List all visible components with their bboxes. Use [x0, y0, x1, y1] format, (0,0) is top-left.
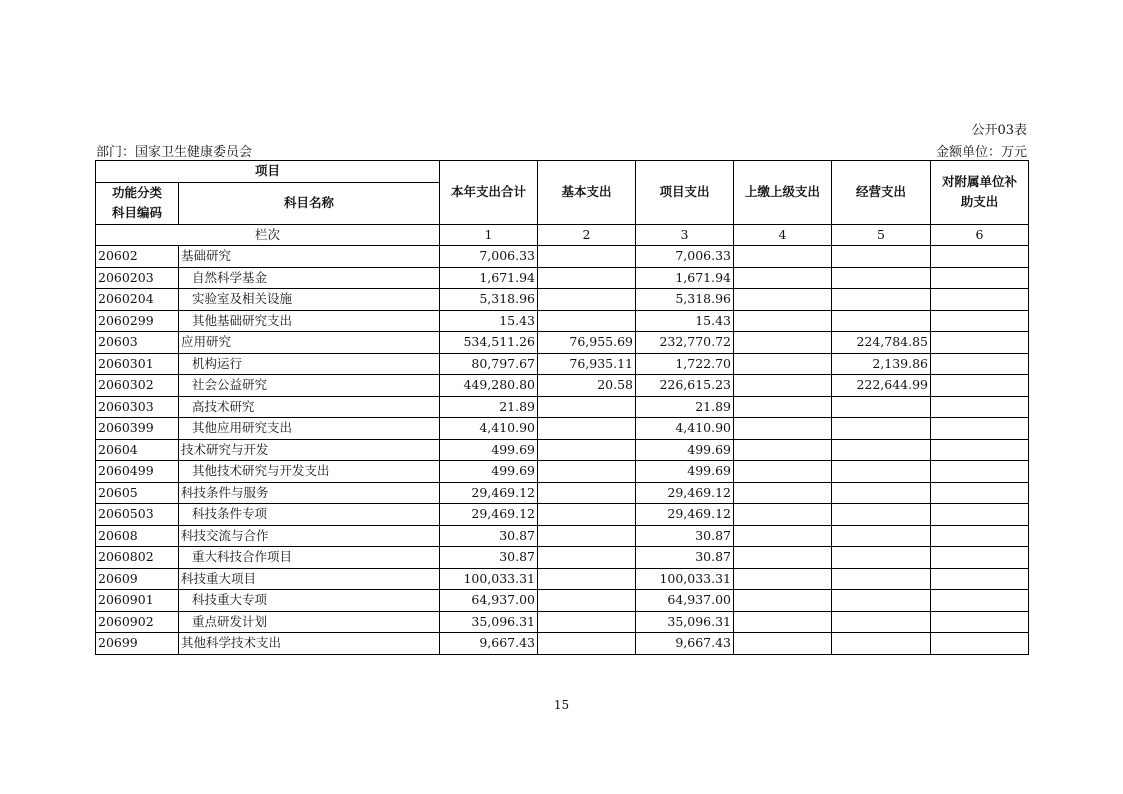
header-basic: 基本支出: [538, 161, 636, 225]
upper-cell: [734, 418, 832, 440]
subsidy-cell: [931, 525, 1029, 547]
subject-code-cell: 20699: [96, 633, 179, 655]
subject-name-cell: 重大科技合作项目: [179, 547, 440, 569]
project-cell: 21.89: [636, 396, 734, 418]
index-col-2: 2: [538, 224, 636, 246]
upper-cell: [734, 353, 832, 375]
total-cell: 534,511.26: [440, 332, 538, 354]
subject-name-cell: 科技重大项目: [179, 568, 440, 590]
total-cell: 1,671.94: [440, 267, 538, 289]
basic-cell: [538, 504, 636, 526]
basic-cell: [538, 439, 636, 461]
total-cell: 5,318.96: [440, 289, 538, 311]
upper-cell: [734, 633, 832, 655]
header-business: 经营支出: [832, 161, 931, 225]
subject-name-cell: 其他科学技术支出: [179, 633, 440, 655]
subject-code-cell: 2060303: [96, 396, 179, 418]
form-number: 公开03表: [971, 123, 1027, 138]
project-cell: 499.69: [636, 439, 734, 461]
project-cell: 4,410.90: [636, 418, 734, 440]
project-cell: 226,615.23: [636, 375, 734, 397]
subject-name-cell: 科技重大专项: [179, 590, 440, 612]
subsidy-cell: [931, 289, 1029, 311]
subsidy-cell: [931, 396, 1029, 418]
total-cell: 29,469.12: [440, 482, 538, 504]
subsidy-cell: [931, 246, 1029, 268]
subsidy-cell: [931, 504, 1029, 526]
total-cell: 64,937.00: [440, 590, 538, 612]
subject-name-cell: 自然科学基金: [179, 267, 440, 289]
header-subsidy: 对附属单位补助支出: [931, 161, 1029, 225]
subsidy-cell: [931, 633, 1029, 655]
total-cell: 9,667.43: [440, 633, 538, 655]
project-cell: 1,671.94: [636, 267, 734, 289]
index-col-4: 4: [734, 224, 832, 246]
index-label: 栏次: [96, 224, 440, 246]
project-cell: 5,318.96: [636, 289, 734, 311]
project-cell: 30.87: [636, 525, 734, 547]
project-cell: 100,033.31: [636, 568, 734, 590]
subject-code-cell: 2060902: [96, 611, 179, 633]
basic-cell: [538, 267, 636, 289]
upper-cell: [734, 267, 832, 289]
total-cell: 100,033.31: [440, 568, 538, 590]
upper-cell: [734, 246, 832, 268]
project-cell: 29,469.12: [636, 482, 734, 504]
total-cell: 499.69: [440, 461, 538, 483]
upper-cell: [734, 375, 832, 397]
upper-cell: [734, 396, 832, 418]
subject-name-cell: 实验室及相关设施: [179, 289, 440, 311]
header-subject-name: 科目名称: [179, 182, 440, 224]
table-row: [96, 310, 1029, 332]
total-cell: 4,410.90: [440, 418, 538, 440]
total-cell: 21.89: [440, 396, 538, 418]
basic-cell: [538, 633, 636, 655]
upper-cell: [734, 461, 832, 483]
total-cell: 7,006.33: [440, 246, 538, 268]
table-row: [96, 418, 1029, 440]
basic-cell: 76,955.69: [538, 332, 636, 354]
business-cell: [832, 267, 931, 289]
table-row: [96, 332, 1029, 354]
subject-name-cell: 重点研发计划: [179, 611, 440, 633]
basic-cell: [538, 246, 636, 268]
business-cell: [832, 246, 931, 268]
basic-cell: 76,935.11: [538, 353, 636, 375]
business-cell: [832, 439, 931, 461]
expenditure-table: [95, 160, 1029, 655]
upper-cell: [734, 611, 832, 633]
index-col-6: 6: [931, 224, 1029, 246]
subject-code-cell: 20602: [96, 246, 179, 268]
business-cell: 224,784.85: [832, 332, 931, 354]
subsidy-cell: [931, 439, 1029, 461]
subject-code-cell: 20609: [96, 568, 179, 590]
business-cell: [832, 310, 931, 332]
table-row: [96, 525, 1029, 547]
table-row: [96, 504, 1029, 526]
business-cell: [832, 396, 931, 418]
subsidy-cell: [931, 418, 1029, 440]
basic-cell: [538, 418, 636, 440]
table-row: [96, 547, 1029, 569]
subsidy-cell: [931, 547, 1029, 569]
basic-cell: [538, 482, 636, 504]
subject-code-cell: 2060399: [96, 418, 179, 440]
total-cell: 449,280.80: [440, 375, 538, 397]
business-cell: 222,644.99: [832, 375, 931, 397]
subsidy-cell: [931, 590, 1029, 612]
business-cell: [832, 289, 931, 311]
subject-code-cell: 2060203: [96, 267, 179, 289]
table-row: [96, 482, 1029, 504]
project-cell: 499.69: [636, 461, 734, 483]
subject-code-cell: 2060299: [96, 310, 179, 332]
table-row: [96, 353, 1029, 375]
subject-name-cell: 技术研究与开发: [179, 439, 440, 461]
subsidy-cell: [931, 461, 1029, 483]
table-row: [96, 396, 1029, 418]
subject-name-cell: 机构运行: [179, 353, 440, 375]
index-col-5: 5: [832, 224, 931, 246]
business-cell: [832, 611, 931, 633]
business-cell: [832, 633, 931, 655]
subsidy-cell: [931, 310, 1029, 332]
subject-code-cell: 2060901: [96, 590, 179, 612]
subject-name-cell: 科技条件专项: [179, 504, 440, 526]
header-upper: 上缴上级支出: [734, 161, 832, 225]
subject-code-cell: 2060301: [96, 353, 179, 375]
upper-cell: [734, 289, 832, 311]
total-cell: 35,096.31: [440, 611, 538, 633]
index-row: [96, 224, 1029, 246]
subsidy-cell: [931, 375, 1029, 397]
table-row: [96, 289, 1029, 311]
subject-code-cell: 20604: [96, 439, 179, 461]
basic-cell: [538, 461, 636, 483]
subsidy-cell: [931, 353, 1029, 375]
subsidy-cell: [931, 267, 1029, 289]
total-cell: 15.43: [440, 310, 538, 332]
table-row: [96, 611, 1029, 633]
subsidy-cell: [931, 332, 1029, 354]
table-row: [96, 375, 1029, 397]
basic-cell: [538, 568, 636, 590]
subject-code-cell: 2060802: [96, 547, 179, 569]
subject-name-cell: 科技条件与服务: [179, 482, 440, 504]
business-cell: [832, 418, 931, 440]
header-total: 本年支出合计: [440, 161, 538, 225]
basic-cell: [538, 310, 636, 332]
basic-cell: 20.58: [538, 375, 636, 397]
header-func-code: 功能分类科目编码: [96, 182, 179, 224]
upper-cell: [734, 482, 832, 504]
business-cell: [832, 547, 931, 569]
subject-name-cell: 基础研究: [179, 246, 440, 268]
header-item: 项目: [96, 161, 440, 183]
subject-name-cell: 其他应用研究支出: [179, 418, 440, 440]
upper-cell: [734, 525, 832, 547]
business-cell: [832, 504, 931, 526]
subject-name-cell: 其他基础研究支出: [179, 310, 440, 332]
project-cell: 15.43: [636, 310, 734, 332]
page-number: 15: [553, 698, 570, 712]
total-cell: 80,797.67: [440, 353, 538, 375]
subject-name-cell: 高技术研究: [179, 396, 440, 418]
project-cell: 7,006.33: [636, 246, 734, 268]
department-label: 部门：国家卫生健康委员会: [96, 145, 253, 160]
subject-name-cell: 应用研究: [179, 332, 440, 354]
upper-cell: [734, 590, 832, 612]
index-col-1: 1: [440, 224, 538, 246]
header-project: 项目支出: [636, 161, 734, 225]
project-cell: 35,096.31: [636, 611, 734, 633]
subject-code-cell: 2060503: [96, 504, 179, 526]
upper-cell: [734, 568, 832, 590]
basic-cell: [538, 525, 636, 547]
index-col-3: 3: [636, 224, 734, 246]
upper-cell: [734, 310, 832, 332]
business-cell: 2,139.86: [832, 353, 931, 375]
project-cell: 64,937.00: [636, 590, 734, 612]
project-cell: 232,770.72: [636, 332, 734, 354]
basic-cell: [538, 396, 636, 418]
table-row: [96, 461, 1029, 483]
business-cell: [832, 568, 931, 590]
table-row: [96, 439, 1029, 461]
upper-cell: [734, 547, 832, 569]
basic-cell: [538, 547, 636, 569]
basic-cell: [538, 289, 636, 311]
business-cell: [832, 482, 931, 504]
subject-code-cell: 2060204: [96, 289, 179, 311]
subsidy-cell: [931, 611, 1029, 633]
project-cell: 1,722.70: [636, 353, 734, 375]
subject-name-cell: 科技交流与合作: [179, 525, 440, 547]
total-cell: 30.87: [440, 525, 538, 547]
subject-code-cell: 20603: [96, 332, 179, 354]
basic-cell: [538, 611, 636, 633]
amount-unit-label: 金额单位：万元: [935, 145, 1027, 160]
business-cell: [832, 525, 931, 547]
project-cell: 30.87: [636, 547, 734, 569]
subsidy-cell: [931, 568, 1029, 590]
subject-code-cell: 2060499: [96, 461, 179, 483]
project-cell: 9,667.43: [636, 633, 734, 655]
table-row: [96, 568, 1029, 590]
business-cell: [832, 590, 931, 612]
project-cell: 29,469.12: [636, 504, 734, 526]
subject-code-cell: 20605: [96, 482, 179, 504]
total-cell: 499.69: [440, 439, 538, 461]
total-cell: 29,469.12: [440, 504, 538, 526]
total-cell: 30.87: [440, 547, 538, 569]
upper-cell: [734, 332, 832, 354]
basic-cell: [538, 590, 636, 612]
business-cell: [832, 461, 931, 483]
subject-name-cell: 社会公益研究: [179, 375, 440, 397]
table-row: [96, 633, 1029, 655]
subject-code-cell: 20608: [96, 525, 179, 547]
table-row: [96, 267, 1029, 289]
subject-code-cell: 2060302: [96, 375, 179, 397]
table-row: [96, 590, 1029, 612]
upper-cell: [734, 439, 832, 461]
subject-name-cell: 其他技术研究与开发支出: [179, 461, 440, 483]
table-row: [96, 246, 1029, 268]
subsidy-cell: [931, 482, 1029, 504]
upper-cell: [734, 504, 832, 526]
